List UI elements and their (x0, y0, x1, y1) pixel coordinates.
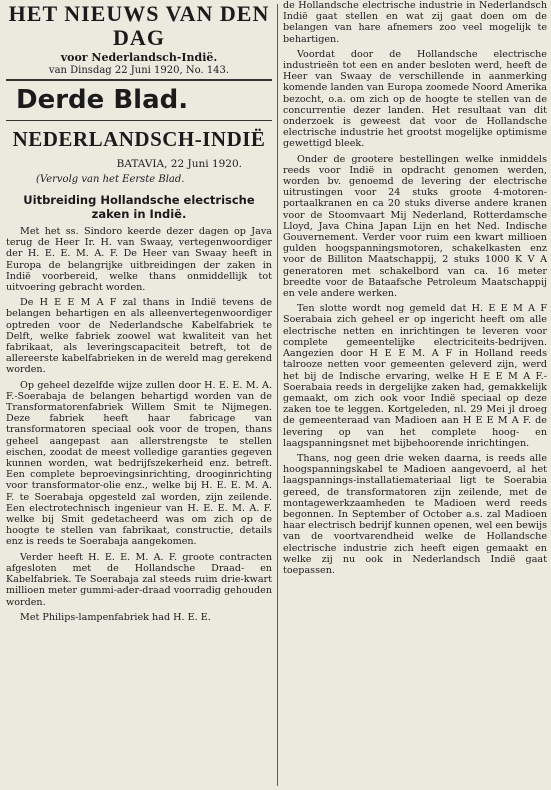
left-column (6, 0, 272, 627)
section-title: NEDERLANDSCH-INDIË (12, 127, 266, 151)
masthead-dateline: van Dinsdag 22 Juni 1920, No. 143. (48, 65, 230, 76)
masthead-title: HET NIEUWS VAN DEN DAG (8, 1, 270, 50)
right-column (283, 0, 547, 580)
article-paragraph: Thans, nog geen drie weken daarna, is reeds alle hoogspanningskabel te Madioen aangevoerd, al het laagspannings-installatiemateriaal ligt te Soerabia gereed, de transformatoren zijn zeilende, met de montagewerkzaamheden te Madioen werd reeds begonnen. In September of October a.s. zal Madioen haar electrisch bedrijf kunnen openen, wel een bewijs van de voortvarendheid welke de Hollandsche electrische industrie zich heeft eigen gemaakt en welke zij nu ook in Nederlandsch Indië gaat toepassen. (283, 452, 547, 576)
article-paragraph: Met Philips-lampenfabriek had H. E. E. (20, 611, 211, 623)
article-paragraph: De H E E M A F zal thans in Indië tevens de belangen behartigen en als alleenvertegenwoordiger optreden voor de Nederlandsche Kabelfabriek te Delft, welke fabriek zoowel wat kwaliteit van het fabrikaat, als leveringscapaciteit betreft, tot de allereerste kabelfabrieken in de wereld mag gerekend worden. (6, 297, 272, 376)
article-paragraph: Met het ss. Sindoro keerde dezer dagen op Java terug de Heer Ir. H. van Swaay, vertegenwoordiger der H. E. E. M. A. F. De Heer van Swaay heeft in Europa de belangrijke uitbreidingen der zaken in Indië voorbereid, welke thans onmiddellijk tot uitvoering gebracht worden. (6, 226, 272, 294)
article-headline: Uitbreiding Hollandsche electrische zaken in Indië. (23, 193, 255, 221)
article-paragraph: Voordat door de Hollandsche electrische industrieën tot een en ander besloten werd, heeft de Heer van Swaay de verschillende in aanmerking komende landen van Europa zoomede Noord Amerika bezocht, o.a. om zich op de hoogte te stellen van de concurrentie dezer landen. Het resultaat van dit onderzoek is geweest dat voor de Hollandsche electrische industrie het grootst mogelijke optimisme gewettigd bleek. (283, 48, 547, 150)
masthead-subtitle: voor Nederlandsch-Indië. (60, 51, 218, 64)
place-dateline: BATAVIA, 22 Juni 1920. (116, 158, 242, 170)
article-paragraph: de Hollandsche electrische industrie in Nederlandsch Indië gaat stellen en wat zij gaat doen om de belangen van hare afnemers zoo veel mogelijk te behartigen. (283, 0, 547, 45)
column-divider (277, 4, 278, 786)
article-paragraph: Ten slotte wordt nog gemeld dat H. E E M A F Soerabaia zich geheel er op ingericht heeft om alle electrische netten en inrichtingen te leveren voor complete gemeentelijke electriciteits-bedrijven. Aangezien door H E E M. A F in Holland reeds talrooze netten voor gemeenten geleverd zijn, werd het bij de Indische ervaring, welke H E E M A F.-Soerabaia reeds in dergelijke zaken had, gemakkelijk gemaakt, om zich ook voor Indië speciaal op deze zaken toe te leggen. Kortgeleden, nl. 29 Mei jl droeg de gemeenteraad van Madioen aan H E E M A F. de levering op van het complete hoog- en laagspanningsnet met bijbehoorende inrichtingen. (283, 303, 547, 449)
article-paragraph: Onder de grootere bestellingen welke inmiddels reeds voor Indië in opdracht genomen werden, worden bv. genoemd de levering der electrische uitrustingen voor 24 stuks groote 4-motoren-portaalkranen en ca 20 stuks diverse andere kranen voor de Stoomvaart Mij Nederland, Rotterdamsche Lloyd, Java China Japan Lijn en het Ned. Indische Gouvernement. Verder voor ruim een kwart millioen gulden hoogspanningsmotoren, schakelkasten enz voor de Billiton Maatschappij, 2 stuks 1000 K V A generatoren met schakelbord van ca. 16 meter breedte voor de Bataafsche Petroleum Maatschappij en vele andere werken. (283, 153, 547, 300)
article-paragraph: Op geheel dezelfde wijze zullen door H. E. E. M. A. F.-Soerabaja de belangen behartigd worden van de Transformatorenfabriek Willem Smit te Nijmegen. Deze fabriek heeft haar fabricage van transformatoren speciaal ook voor de tropen, thans geheel aangepast aan allerstrengste te stellen eischen, zoodat de meest volledige garanties gegeven kunnen worden, wat bedrijfszekerheid enz. betreft. Een complete beproevingsinrichting, drooginrichting voor transformator-olie enz., welke bij H. E. E. M. A. F. te Soerabaja opgesteld zal worden, zijn zeilende. Een electrotechnisch ingenieur van H. E. E. M. A. F. welke bij Smit gedetacheerd was om zich op de hoogte te stellen van fabrikaat, constructie, details enz is reeds te Soerabaja aangekomen. (6, 379, 272, 548)
masthead-rule (6, 79, 272, 81)
article-paragraph: Verder heeft H. E. E. M. A. F. groote contracten afgesloten met de Hollandsche Draad- en Kabelfabriek. Te Soerabaja zal steeds ruim drie-kwart millioen meter gummi-ader-draad voorradig gehouden worden. (6, 551, 272, 608)
continuation-note: (Vervolg van het Eerste Blad. (36, 174, 185, 185)
blad-rule (6, 120, 272, 121)
section-blad: Derde Blad. (16, 85, 189, 115)
